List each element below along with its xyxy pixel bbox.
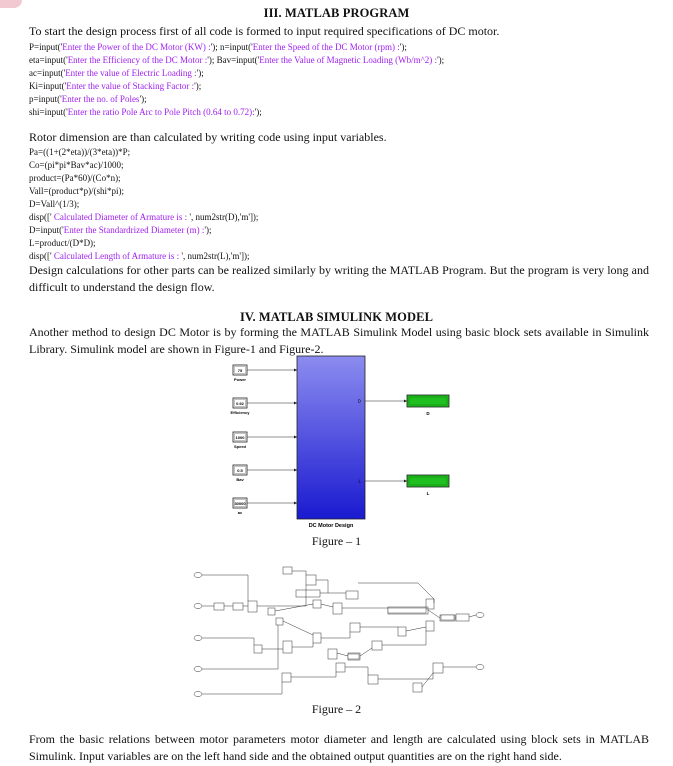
code-string: Calculated Diameter of Armature is :: [51, 212, 190, 222]
code-token: ');: [437, 55, 445, 65]
fig2-inport-eta: [194, 604, 202, 609]
code-string: Enter the ratio Pole Arc to Pole Pitch (0.64 to 0.72):: [67, 107, 255, 117]
code-token: P=input(': [29, 42, 63, 52]
code-line: [29, 159, 258, 172]
code-string: Enter the Value of Magnetic Loading (Wb/m^2) :: [259, 55, 438, 65]
constant-label: Efficiency: [230, 410, 250, 415]
code-string: Enter the no. of Poles: [61, 94, 140, 104]
constant-label: ac: [237, 510, 243, 515]
constant-value: 0.92: [236, 401, 244, 406]
figure-1-diagram: [217, 353, 462, 533]
code-line: [29, 224, 258, 237]
display-label: L: [426, 491, 430, 496]
code-token: L=product/(D*D);: [29, 238, 96, 248]
code-line: [29, 106, 444, 119]
section-heading-matlab-program: III. MATLAB PROGRAM: [263, 6, 410, 20]
code-token: D=input(': [29, 225, 64, 235]
code-block-inputs: [29, 41, 444, 119]
section-heading-simulink-model: IV. MATLAB SIMULINK MODEL: [239, 310, 434, 324]
fig2-inport-p: [194, 573, 202, 578]
code-token: ', num2str(L),'m']);: [181, 251, 250, 261]
code-line: [29, 198, 258, 211]
fig2-inport-speed: [194, 636, 202, 641]
dc-motor-design-label: DC Motor Design: [308, 523, 354, 529]
outro-paragraph: Design calculations for other parts can be realized similarly by writing the MATLAB Program. But the program is very long and difficult to understand the design flow.: [29, 263, 649, 294]
code-token: p=input(': [29, 94, 62, 104]
code-line: [29, 67, 444, 80]
code-token: ac=input(': [29, 68, 66, 78]
code-token: Pa=((1+(2*eta))/(3*eta))*P;: [29, 147, 131, 157]
code-token: D=Vall^(1/3);: [29, 199, 80, 209]
constant-label: Speed: [233, 444, 247, 449]
constant-label: Bav: [236, 477, 244, 482]
constant-block-efficiency[interactable]: [231, 398, 308, 415]
code-line: [29, 93, 444, 106]
code-token: Co=(pi*pi*Bav*ac)/1000;: [29, 160, 124, 170]
intro-paragraph: To start the design process first of all code is formed to input required specifications of DC motor.: [29, 24, 500, 38]
display-block-d[interactable]: [358, 395, 449, 416]
code-token: '); Bav=input(': [207, 55, 260, 65]
output-port-label: L: [358, 478, 361, 484]
code-token: ');: [399, 42, 407, 52]
code-line: [29, 172, 258, 185]
code-line: [29, 80, 444, 93]
code-string: Enter the value of Electric Loading :: [65, 68, 197, 78]
figure-1-caption: Figure – 1: [311, 534, 362, 548]
figure-2-caption: Figure – 2: [311, 702, 362, 716]
code-token: ');: [194, 81, 202, 91]
code-token: disp([': [29, 251, 52, 261]
constant-value: 0.5: [237, 468, 243, 473]
code-token: ', num2str(D),'m']);: [189, 212, 259, 222]
fig2-inport-ac: [194, 692, 202, 697]
code-line: [29, 237, 258, 250]
simulink-intro-paragraph: Another method to design DC Motor is by forming the MATLAB Simulink Model using basic block sets available in Simulink Library. Simulink model are shown in Figure-1 and Figure-2.: [29, 325, 649, 356]
constant-block-ac[interactable]: [233, 498, 306, 515]
constant-value: 30000: [234, 501, 246, 506]
code-line: [29, 146, 258, 159]
closing-paragraph: From the basic relations between motor parameters motor diameter and length are calculated using block sets in MATLAB Simulink. Input variables are on the left hand side and the obtained output quantities are on the right hand side.: [29, 732, 649, 763]
output-port-label: D: [357, 398, 361, 404]
display-label: D: [426, 411, 430, 416]
code-token: shi=input(': [29, 107, 68, 117]
constant-value: 75: [237, 368, 243, 373]
code-line: [29, 185, 258, 198]
display-block-l[interactable]: [358, 475, 449, 496]
code-string: Enter the Efficiency of the DC Motor :: [67, 55, 208, 65]
code-string: Enter the Speed of the DC Motor (rpm) :: [252, 42, 400, 52]
code-token: '); n=input(': [210, 42, 253, 52]
code-token: ');: [139, 94, 147, 104]
code-string: Enter the Power of the DC Motor (KW) :: [62, 42, 211, 52]
code-token: eta=input(': [29, 55, 68, 65]
code-string: Calculated Length of Armature is :: [51, 251, 182, 261]
code-line: [29, 41, 444, 54]
code-token: product=(Pa*60)/(Co*n);: [29, 173, 121, 183]
code-token: Vall=(product*p)/(shi*pi);: [29, 186, 125, 196]
constant-label: Power: [233, 377, 247, 382]
code-token: Ki=input(': [29, 81, 67, 91]
code-token: ');: [196, 68, 204, 78]
code-line: [29, 54, 444, 67]
dc-motor-design-block[interactable]: [297, 356, 365, 519]
code-line: [29, 211, 258, 224]
code-string: Enter the Standardrized Diameter (m) :: [63, 225, 205, 235]
code-block-rotor: [29, 146, 258, 263]
code-token: ');: [204, 225, 212, 235]
fig2-inport-bav: [194, 667, 202, 672]
constant-value: 1000: [235, 435, 245, 440]
code-token: ');: [254, 107, 262, 117]
code-string: Enter the value of Stacking Factor :: [66, 81, 195, 91]
code-token: disp([': [29, 212, 52, 222]
figure-2-diagram: [188, 563, 488, 698]
constant-block-power[interactable]: [233, 365, 303, 382]
rotor-paragraph: Rotor dimension are than calculated by writing code using input variables.: [29, 130, 387, 144]
